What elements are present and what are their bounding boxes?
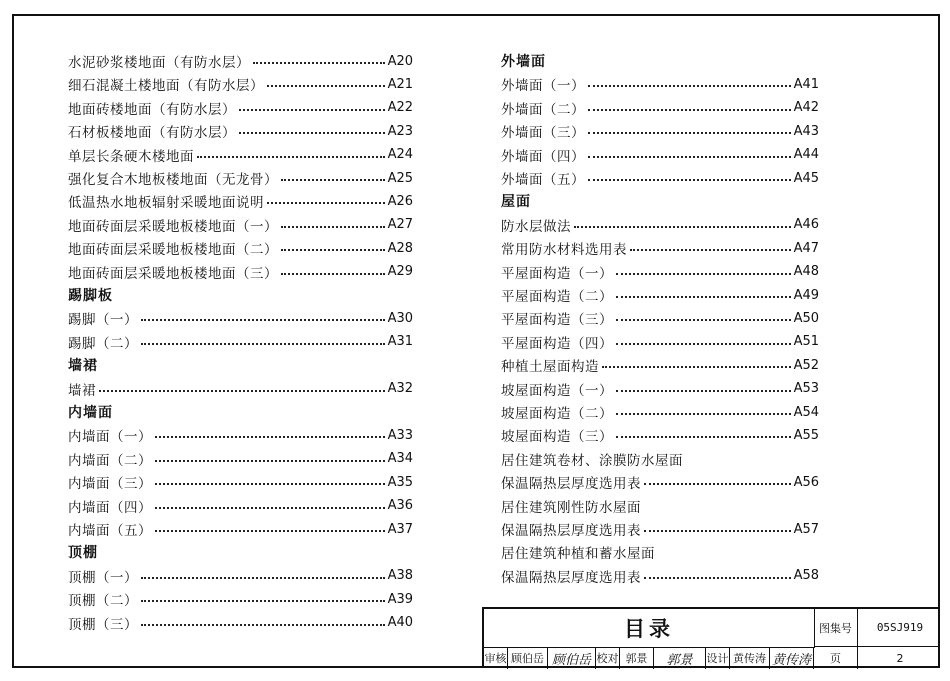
toc-entry[interactable] [68,496,413,516]
toc-entry[interactable] [68,589,413,609]
toc-entry-page: A22 [387,100,413,116]
toc-entry-page: A46 [793,217,819,233]
toc-entry[interactable] [501,168,819,188]
toc-entry-page: A49 [793,287,819,303]
toc-entry-page: A55 [793,427,819,443]
toc-entry-title: 墙裙 [68,382,96,399]
toc-entry[interactable] [68,472,413,492]
leader-dots [141,343,385,345]
toc-entry-page: A41 [793,76,819,92]
toc-entry-page: A38 [387,568,413,584]
leader-dots [644,577,791,579]
toc-entry-title: 坡屋面构造（二） [501,406,613,422]
toc-entry[interactable] [501,402,819,422]
toc-entry-title: 水泥砂浆楼地面（有防水层） [68,55,250,71]
toc-entry[interactable] [501,472,819,492]
leader-dots [155,460,385,462]
toc-entry[interactable] [501,74,819,94]
toc-entry[interactable] [501,566,819,586]
toc-entry[interactable] [68,613,413,633]
toc-entry-title: 平屋面构造（二） [501,289,613,305]
leader-dots [616,343,791,345]
leader-dots [155,436,385,438]
toc-entry-page: A30 [387,310,413,326]
toc-entry[interactable] [68,519,413,539]
toc-entry[interactable] [68,332,413,352]
toc-entry-page: A43 [793,123,819,139]
toc-entry-page: A39 [387,591,413,607]
toc-entry-page: A56 [793,474,819,490]
toc-entry-page: A33 [387,427,413,443]
toc-entry-title: 内墙面（五） [68,523,152,539]
toc-entry-title: 地面砖楼地面（有防水层） [68,101,236,118]
toc-entry-title: 顶棚（一） [68,569,138,586]
toc-entry[interactable] [68,215,413,235]
leader-dots [281,179,385,181]
toc-entry-page: A57 [793,521,819,537]
toc-subline-text: 居住建筑卷材、涂膜防水屋面 [501,452,683,469]
leader-dots [267,202,385,204]
section-heading: 踢脚板 [68,288,113,304]
section-heading: 墙裙 [68,358,98,375]
leader-dots [281,273,385,275]
leader-dots [616,413,791,415]
toc-entry[interactable] [68,262,413,282]
toc-entry[interactable] [68,379,413,399]
reviewer-name: 顾伯岳 [508,647,548,669]
toc-entry[interactable] [68,238,413,258]
toc-entry-title: 内墙面（四） [68,499,152,516]
leader-dots [281,226,385,228]
toc-entry-title: 踢脚（二） [68,335,138,352]
toc-entry-title: 外墙面（一） [501,78,585,95]
toc-entry[interactable] [501,425,819,445]
toc-entry[interactable] [68,51,413,71]
toc-entry-title: 顶棚（二） [68,593,138,610]
toc-entry[interactable] [501,379,819,399]
toc-entry-page: A53 [793,381,819,397]
toc-entry[interactable] [501,121,819,141]
toc-entry-page: A23 [387,123,413,139]
toc-entry-title: 顶棚（三） [68,616,138,633]
toc-entry-page: A58 [793,568,819,584]
leader-dots [616,296,791,298]
toc-entry[interactable] [501,332,819,352]
toc-entry-title: 平屋面构造（三） [501,312,613,329]
leader-dots [644,530,791,532]
leader-dots [574,226,791,228]
toc-entry[interactable] [501,285,819,305]
toc-entry-title: 种植土屋面构造 [501,359,599,376]
reviewer-signature: 顾伯岳 [548,647,596,669]
toc-subline-text: 居住建筑种植和蓄水屋面 [501,546,655,563]
toc-entry[interactable] [501,238,819,258]
designer-name: 黄传涛 [730,647,770,669]
toc-entry-title: 保温隔热层厚度选用表 [501,476,641,493]
toc-entry-page: A44 [793,147,819,163]
toc-entry-title: 常用防水材料选用表 [501,242,627,259]
leader-dots [141,600,385,602]
leader-dots [644,483,791,485]
leader-dots [616,436,791,438]
leader-dots [267,85,385,87]
toc-entry-page: A52 [793,357,819,373]
check-label: 校对 [596,647,620,669]
section-heading: 外墙面 [501,54,546,70]
designer-signature: 黄传涛 [770,647,814,669]
toc-entry[interactable] [501,308,819,328]
title-block-title: 目录 [484,609,815,648]
toc-entry-page: A54 [793,404,819,420]
toc-entry[interactable] [68,98,413,118]
leader-dots [616,273,791,275]
toc-entry-title: 平屋面构造（四） [501,335,613,352]
leader-dots [616,319,791,321]
leader-dots [239,132,385,134]
toc-entry-title: 坡屋面构造（一） [501,382,613,399]
toc-entry-title: 保温隔热层厚度选用表 [501,523,641,539]
toc-entry[interactable] [68,449,413,469]
design-label: 设计 [706,647,730,669]
toc-entry-page: A37 [387,521,413,537]
toc-entry-page: A20 [387,53,413,69]
toc-entry[interactable] [68,168,413,188]
leader-dots [281,249,385,251]
toc-entry-page: A25 [387,170,413,186]
toc-entry-title: 低温热水地板辐射采暖地面说明 [68,195,264,212]
title-block [482,607,940,668]
toc-entry[interactable] [68,145,413,165]
review-label: 审核 [484,647,508,669]
toc-entry[interactable] [68,425,413,445]
toc-entry-page: A47 [793,240,819,256]
toc-entry-title: 外墙面（五） [501,172,585,188]
toc-entry-page: A26 [387,193,413,209]
toc-entry-page: A35 [387,474,413,490]
leader-dots [197,156,385,158]
leader-dots [616,390,791,392]
section-heading: 顶棚 [68,545,98,562]
toc-subline-text: 居住建筑刚性防水屋面 [501,499,641,516]
toc-subline [501,496,819,516]
section-heading: 内墙面 [68,405,113,421]
toc-entry[interactable] [68,74,413,94]
leader-dots [141,577,385,579]
toc-entry-page: A50 [793,310,819,326]
leader-dots [239,109,385,111]
toc-entry-page: A51 [793,334,819,350]
toc-entry[interactable] [68,191,413,211]
leader-dots [141,624,385,626]
leader-dots [588,109,791,111]
toc-entry-page: A45 [793,170,819,186]
toc-entry-page: A42 [793,100,819,116]
toc-entry[interactable] [501,215,819,235]
toc-entry-page: A24 [387,147,413,163]
toc-entry[interactable] [501,98,819,118]
toc-entry-page: A27 [387,217,413,233]
leader-dots [253,62,385,64]
toc-entry[interactable] [501,519,819,539]
toc-entry-title: 坡屋面构造（三） [501,429,613,446]
toc-entry-title: 地面砖面层采暖地板楼地面（一） [68,218,278,235]
toc-entry-title: 强化复合木地板楼地面（无龙骨） [68,172,278,188]
checker-name: 郭景 [620,647,654,669]
toc-entry-title: 外墙面（三） [501,125,585,142]
toc-entry[interactable] [501,145,819,165]
toc-subline [501,449,819,469]
leader-dots [588,179,791,181]
section-heading: 屋面 [501,194,531,211]
atlas-number: 05SJ919 [876,621,924,634]
leader-dots [155,507,385,509]
leader-dots [588,85,791,87]
toc-entry-title: 内墙面（一） [68,429,152,446]
leader-dots [99,390,385,392]
toc-entry[interactable] [501,262,819,282]
toc-entry-title: 保温隔热层厚度选用表 [501,569,641,586]
toc-entry-page: A29 [387,264,413,280]
toc-entry-title: 外墙面（二） [501,101,585,118]
toc-entry-page: A34 [387,451,413,467]
toc-entry[interactable] [68,566,413,586]
toc-subline [501,542,819,562]
leader-dots [141,319,385,321]
leader-dots [588,156,791,158]
atlas-label: 图集号 [814,609,858,646]
toc-entry-title: 平屋面构造（一） [501,265,613,282]
checker-signature: 郭景 [654,647,706,669]
toc-entry-page: A36 [387,498,413,514]
toc-entry-page: A48 [793,264,819,280]
toc-entry-title: 单层长条硬木楼地面 [68,148,194,165]
toc-entry[interactable] [68,308,413,328]
leader-dots [155,483,385,485]
toc-entry[interactable] [68,121,413,141]
toc-entry-title: 防水层做法 [501,218,571,235]
leader-dots [602,366,791,368]
leader-dots [155,530,385,532]
toc-entry-title: 内墙面（三） [68,476,152,493]
page-number: 2 [896,651,904,665]
toc-entry-title: 地面砖面层采暖地板楼地面（三） [68,265,278,282]
toc-entry-page: A21 [387,76,413,92]
toc-entry-title: 细石混凝土楼地面（有防水层） [68,78,264,95]
page-label: 页 [814,647,858,669]
toc-entry-page: A40 [387,615,413,631]
leader-dots [588,132,791,134]
toc-entry-page: A32 [387,381,413,397]
toc-entry[interactable] [501,355,819,375]
toc-entry-title: 石材板楼地面（有防水层） [68,125,236,142]
toc-entry-title: 内墙面（二） [68,452,152,469]
toc-entry-title: 地面砖面层采暖地板楼地面（二） [68,242,278,259]
toc-entry-page: A28 [387,240,413,256]
leader-dots [630,249,791,251]
toc-entry-title: 外墙面（四） [501,148,585,165]
toc-entry-page: A31 [387,334,413,350]
toc-entry-title: 踢脚（一） [68,312,138,329]
